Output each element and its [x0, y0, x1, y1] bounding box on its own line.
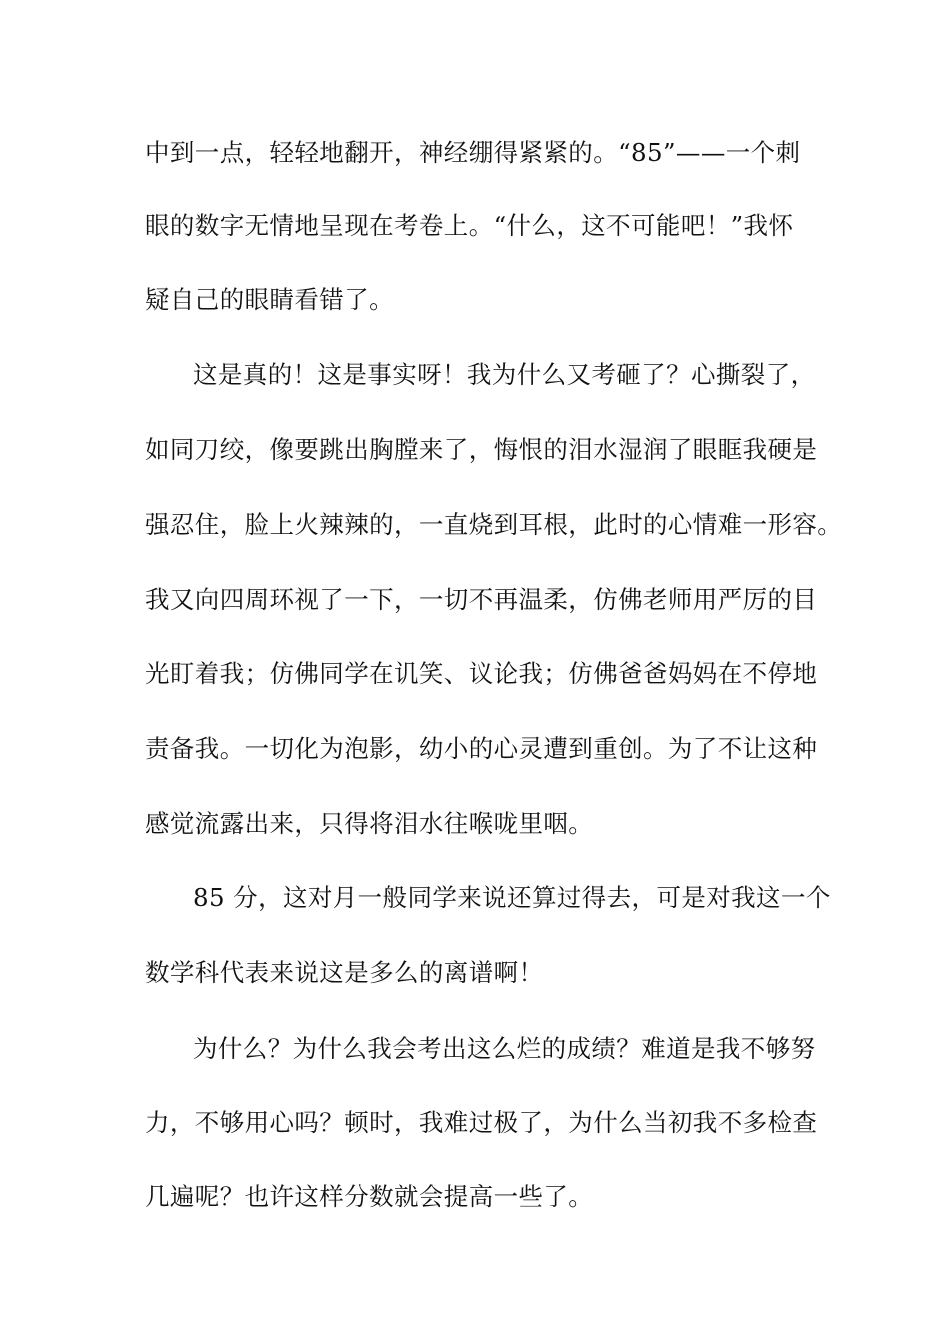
text-line: 如同刀绞，像要跳出胸膛来了，悔恨的泪水湿润了眼眶我硬是: [145, 435, 818, 464]
text-line: 几遍呢？也许这样分数就会提高一些了。: [145, 1182, 594, 1211]
text-line: 感觉流露出来，只得将泪水往喉咙里咽。: [145, 809, 594, 838]
text-line: 疑自己的眼睛看错了。: [145, 285, 394, 314]
text-line: 我又向四周环视了一下，一切不再温柔，仿佛老师用严厉的目: [145, 585, 818, 614]
text-line: 眼的数字无情地呈现在考卷上。“什么，这不可能吧！”我怀: [145, 211, 794, 240]
text-line: 强忍住，脸上火辣辣的，一直烧到耳根，此时的心情难一形容。: [145, 510, 843, 539]
text-line: 数学科代表来说这是多么的离谱啊！: [145, 958, 544, 987]
text-line: 中到一点，轻轻地翻开，神经绷得紧紧的。“85”——一个刺: [145, 138, 801, 167]
text-line: 光盯着我；仿佛同学在讥笑、议论我；仿佛爸爸妈妈在不停地: [145, 659, 818, 688]
paragraph-start-line: 85 分，这对月一般同学来说还算过得去，可是对我这一个: [193, 883, 831, 912]
paragraph-start-line: 为什么？为什么我会考出这么烂的成绩？难道是我不够努: [193, 1034, 816, 1063]
text-line: 力，不够用心吗？顿时，我难过极了，为什么当初我不多检查: [145, 1108, 818, 1137]
paragraph-start-line: 这是真的！这是事实呀！我为什么又考砸了？心撕裂了，: [193, 360, 816, 389]
text-line: 责备我。一切化为泡影，幼小的心灵遭到重创。为了不让这种: [145, 734, 818, 763]
